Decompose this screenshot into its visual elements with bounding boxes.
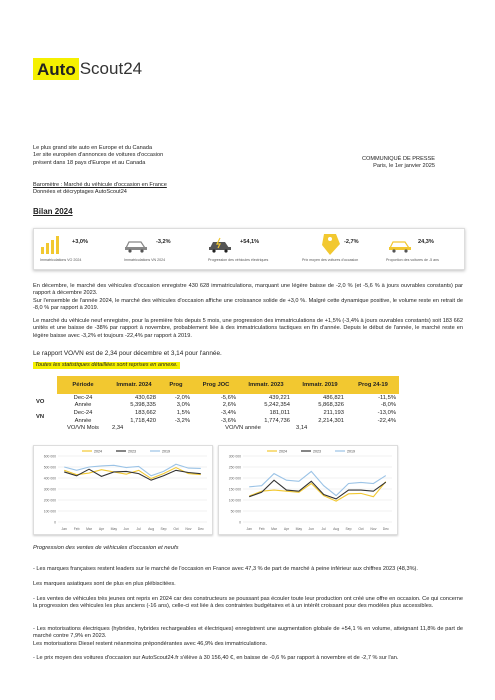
chart-vo [33,445,213,535]
kpi-value: -2,7% [344,239,359,245]
ratio-row [33,424,399,432]
paragraph-vn: Le marché du véhicule neuf enregistre, pour la première fois depuis 5 mois, une progression des immatriculations de +1,5% (-3,4% à jours ouvrables constants) soit 183 662 unités et une baisse de -38% par rapport à novembre, probablement liée à des immatriculations tactiques en fin d'année. Depuis le début de l'année, le marché reste en légère baisse avec -3,2% et toujours -22,4% par rapport à 2019. [33,318,463,339]
x-tick-label: Nov [370,527,377,531]
table-cell: 2,6% [222,402,236,409]
kpi-vo [38,229,118,269]
x-tick-label: Jan [246,527,252,531]
barometre-title: Baromètre : Marché du véhicule d'occasion en France [33,182,167,188]
y-tick-label: 100 000 [43,509,56,514]
ratio-value-month: 2,34 [112,425,124,432]
x-tick-label: Mar [86,527,92,531]
press-date: Paris, le 1er janvier 2025 [373,163,435,170]
intro-block [33,145,233,167]
kpi-caption: Immatriculations VO 2024 [40,258,82,262]
table-header: Période [57,376,109,394]
young-car-icon [388,237,412,253]
table-cell: 439,221 [269,394,290,401]
x-tick-label: Jun [123,527,130,531]
kpi-value: +3,0% [72,239,89,245]
ratio-value-year: 3,14 [296,425,308,432]
legend-label: 2019 [162,449,170,454]
y-tick-label: 200 000 [228,476,241,481]
x-tick-label: Jul [321,527,326,531]
section2-title: Progression des ventes de véhicules d'occasion et neufs [33,545,179,551]
y-tick-label: 400 000 [43,476,56,481]
row-group: VN [36,413,45,420]
table-header: Prog JOC [193,376,239,394]
bullet-price: - Le prix moyen des voitures d'occasion sur AutoScout24.fr s'élève à 30 156,40 €, en baisse de -0,6 % par rapport à novembre et de -2,7 % sur l'an. [33,655,399,661]
price-tag-icon [320,231,342,257]
x-tick-label: Aug [333,527,340,531]
kpi-strip [33,228,465,270]
table-cell: 486,821 [323,394,344,401]
table-header: Immatr. 2023 [239,376,293,394]
table-cell: -3,6% [220,417,236,424]
kpi-electric [206,229,296,269]
bilan-title: Bilan 2024 [33,207,73,216]
table-cell: Année [74,417,92,424]
intro-line: présent dans 18 pays d'Europe et au Canada [33,159,146,166]
ratio-label-month: VO/VN Mois [67,425,99,432]
intro-line: 1er site européen d'annonces de voitures d'occasion [33,152,164,159]
y-tick-label: 50 000 [230,509,241,514]
table-cell: 5,242,354 [264,402,290,409]
table-header: Immatr. 2019 [293,376,347,394]
x-tick-label: May [110,527,118,531]
y-tick-label: 500 000 [43,465,56,470]
kpi-caption: Immatriculations VN 2024 [124,258,166,262]
table-cell: 2,214,301 [318,417,344,424]
legend-label: 2023 [313,449,321,454]
y-tick-label: 250 000 [228,465,241,470]
kpi-caption: Prix moyen des voitures d'occasion [302,258,359,262]
bullet-brands-asia: Les marques asiatiques sont de plus en plus plébiscitées. [33,581,176,587]
kpi-price [300,229,380,269]
legend-label: 2019 [347,449,355,454]
kpi-value: +54,1% [240,239,260,245]
table-cell: 1,774,736 [264,417,290,424]
series-line-2023 [64,469,201,480]
y-tick-label: 0 [54,520,56,525]
intro-line: Le plus grand site auto en Europe et du Canada [33,145,153,151]
legend-label: 2023 [128,449,136,454]
x-tick-label: Jun [308,527,315,531]
x-tick-label: Feb [258,527,265,531]
table-header: Immatr. 2024 [109,376,159,394]
bullet-electric: - Les motorisations électriques (hybrides, hybrides rechargeables et électriques) enregistrent une augmentation globale de +54,1 % en volume, atteignant 11,8% de part de marché contre 7,9% en 2023. [33,626,463,640]
chart-vn [218,445,398,535]
table-row [33,394,399,402]
bullet-young-vehicles: - Les ventes de véhicules très jeunes ont repris en 2024 car des constructeurs se poussant pas écouler toute leur production ont créé une offre en occasion. Ce qui concerne la progression des véhicules les plus anciens (-16 ans), celle-ci est liée à des contraintes budgétaires et à un intérêt croissant pour des modèles plus accessibles. [33,596,463,610]
kpi-value: 24,3% [418,239,434,245]
legend-label: 2024 [279,449,287,454]
bullet-diesel: Les motorisations Diesel restent néanmoins prépondérantes avec 46,9% des immatriculations. [33,641,268,647]
barometre-block [33,182,333,197]
table-cell: 5,398,335 [130,402,156,409]
y-tick-label: 0 [239,520,241,525]
stats-table [33,376,463,432]
table-row [33,402,399,410]
bar-chart-icon [40,235,60,255]
y-tick-label: 200 000 [43,498,56,503]
new-car-icon [124,237,148,253]
x-tick-label: Jan [61,527,67,531]
table-cell: 430,628 [135,394,156,401]
x-tick-label: Nov [185,527,192,531]
table-cell: -3,2% [174,417,190,424]
table-cell: Année [74,402,92,409]
x-tick-label: Feb [73,527,80,531]
table-cell: Dec-24 [73,394,93,401]
y-tick-label: 300 000 [43,487,56,492]
ratio-label-year: VO/VN année [225,425,261,432]
table-cell: 183,662 [135,409,156,416]
x-tick-label: Apr [98,527,105,531]
y-tick-label: 150 000 [228,487,241,492]
x-tick-label: Dec [197,527,204,531]
bullet-brands: - Les marques françaises restent leaders sur le marché de l'occasion en France avec 47,3 % de part de marché à peine inférieur aux chiffres 2023 (48,3%). [33,566,418,572]
table-cell: 1,718,420 [130,417,156,424]
table-cell: -3,4% [220,409,236,416]
kpi-caption: Proportion des voitures de -5 ans [386,258,439,262]
table-header: Prog 24-19 [347,376,399,394]
x-tick-label: Jul [136,527,141,531]
autoscout24-logo [33,58,142,80]
table-cell: 211,193 [323,409,344,416]
electric-car-icon [208,237,232,253]
x-tick-label: Oct [173,527,179,531]
table-cell: -11,5% [378,394,396,401]
press-label: COMMUNIQUÉ DE PRESSE [361,156,435,162]
x-tick-label: Apr [283,527,290,531]
table-cell: -5,6% [220,394,236,401]
kpi-value: -3,2% [156,239,171,245]
x-tick-label: Sep [345,527,352,531]
x-tick-label: Aug [148,527,155,531]
table-cell: -22,4% [377,417,396,424]
table-row [33,417,399,425]
legend-label: 2024 [94,449,102,454]
table-cell: -2,0% [174,394,190,401]
y-tick-label: 600 000 [43,454,56,459]
table-cell: -13,0% [377,409,396,416]
kpi-vn [122,229,202,269]
table-cell: -8,0% [380,402,396,409]
table-row [33,409,399,417]
x-tick-label: Sep [160,527,167,531]
row-group: VO [36,398,45,405]
table-header-row [33,376,399,394]
press-header [235,156,435,171]
table-cell: 181,011 [269,409,290,416]
y-tick-label: 300 000 [228,454,241,459]
logo-auto: Auto [33,58,79,80]
table-cell: 1,5% [176,409,190,416]
paragraph-vo-december: En décembre, le marché des véhicules d'occasion enregistre 430 628 immatriculations, marquant une légère baisse de -2,0 % (et -5,6 % à jours ouvrables constants) par rapport à décembre 2023. [33,283,463,297]
x-tick-label: Dec [382,527,389,531]
barometre-subtitle: Données et décryptages AutoScout24 [33,189,127,196]
x-tick-label: May [295,527,303,531]
ratio-text: Le rapport VO/VN est de 2,34 pour décembre et 3,14 pour l'année. [33,350,222,357]
kpi-young [384,229,462,269]
x-tick-label: Oct [358,527,364,531]
y-tick-label: 100 000 [228,498,241,503]
paragraph-vo-year: Sur l'ensemble de l'année 2024, le marché des véhicules d'occasion affiche une croissance solide de +3,0 %. Malgré cette dynamique positive, le volume reste en retrait de -8,0 % par rapport à 2019. [33,298,463,312]
table-cell: Dec-24 [73,409,93,416]
annex-note: Toutes les statistiques détaillées sont reprises en annexe. [35,362,178,368]
series-line-2019 [249,471,386,495]
table-cell: 3,0% [176,402,190,409]
logo-scout24: Scout24 [79,59,143,78]
x-tick-label: Mar [271,527,277,531]
table-cell: 5,868,326 [318,402,344,409]
kpi-caption: Progression des véhicules électriques [208,258,269,262]
table-header: Prog [159,376,193,394]
